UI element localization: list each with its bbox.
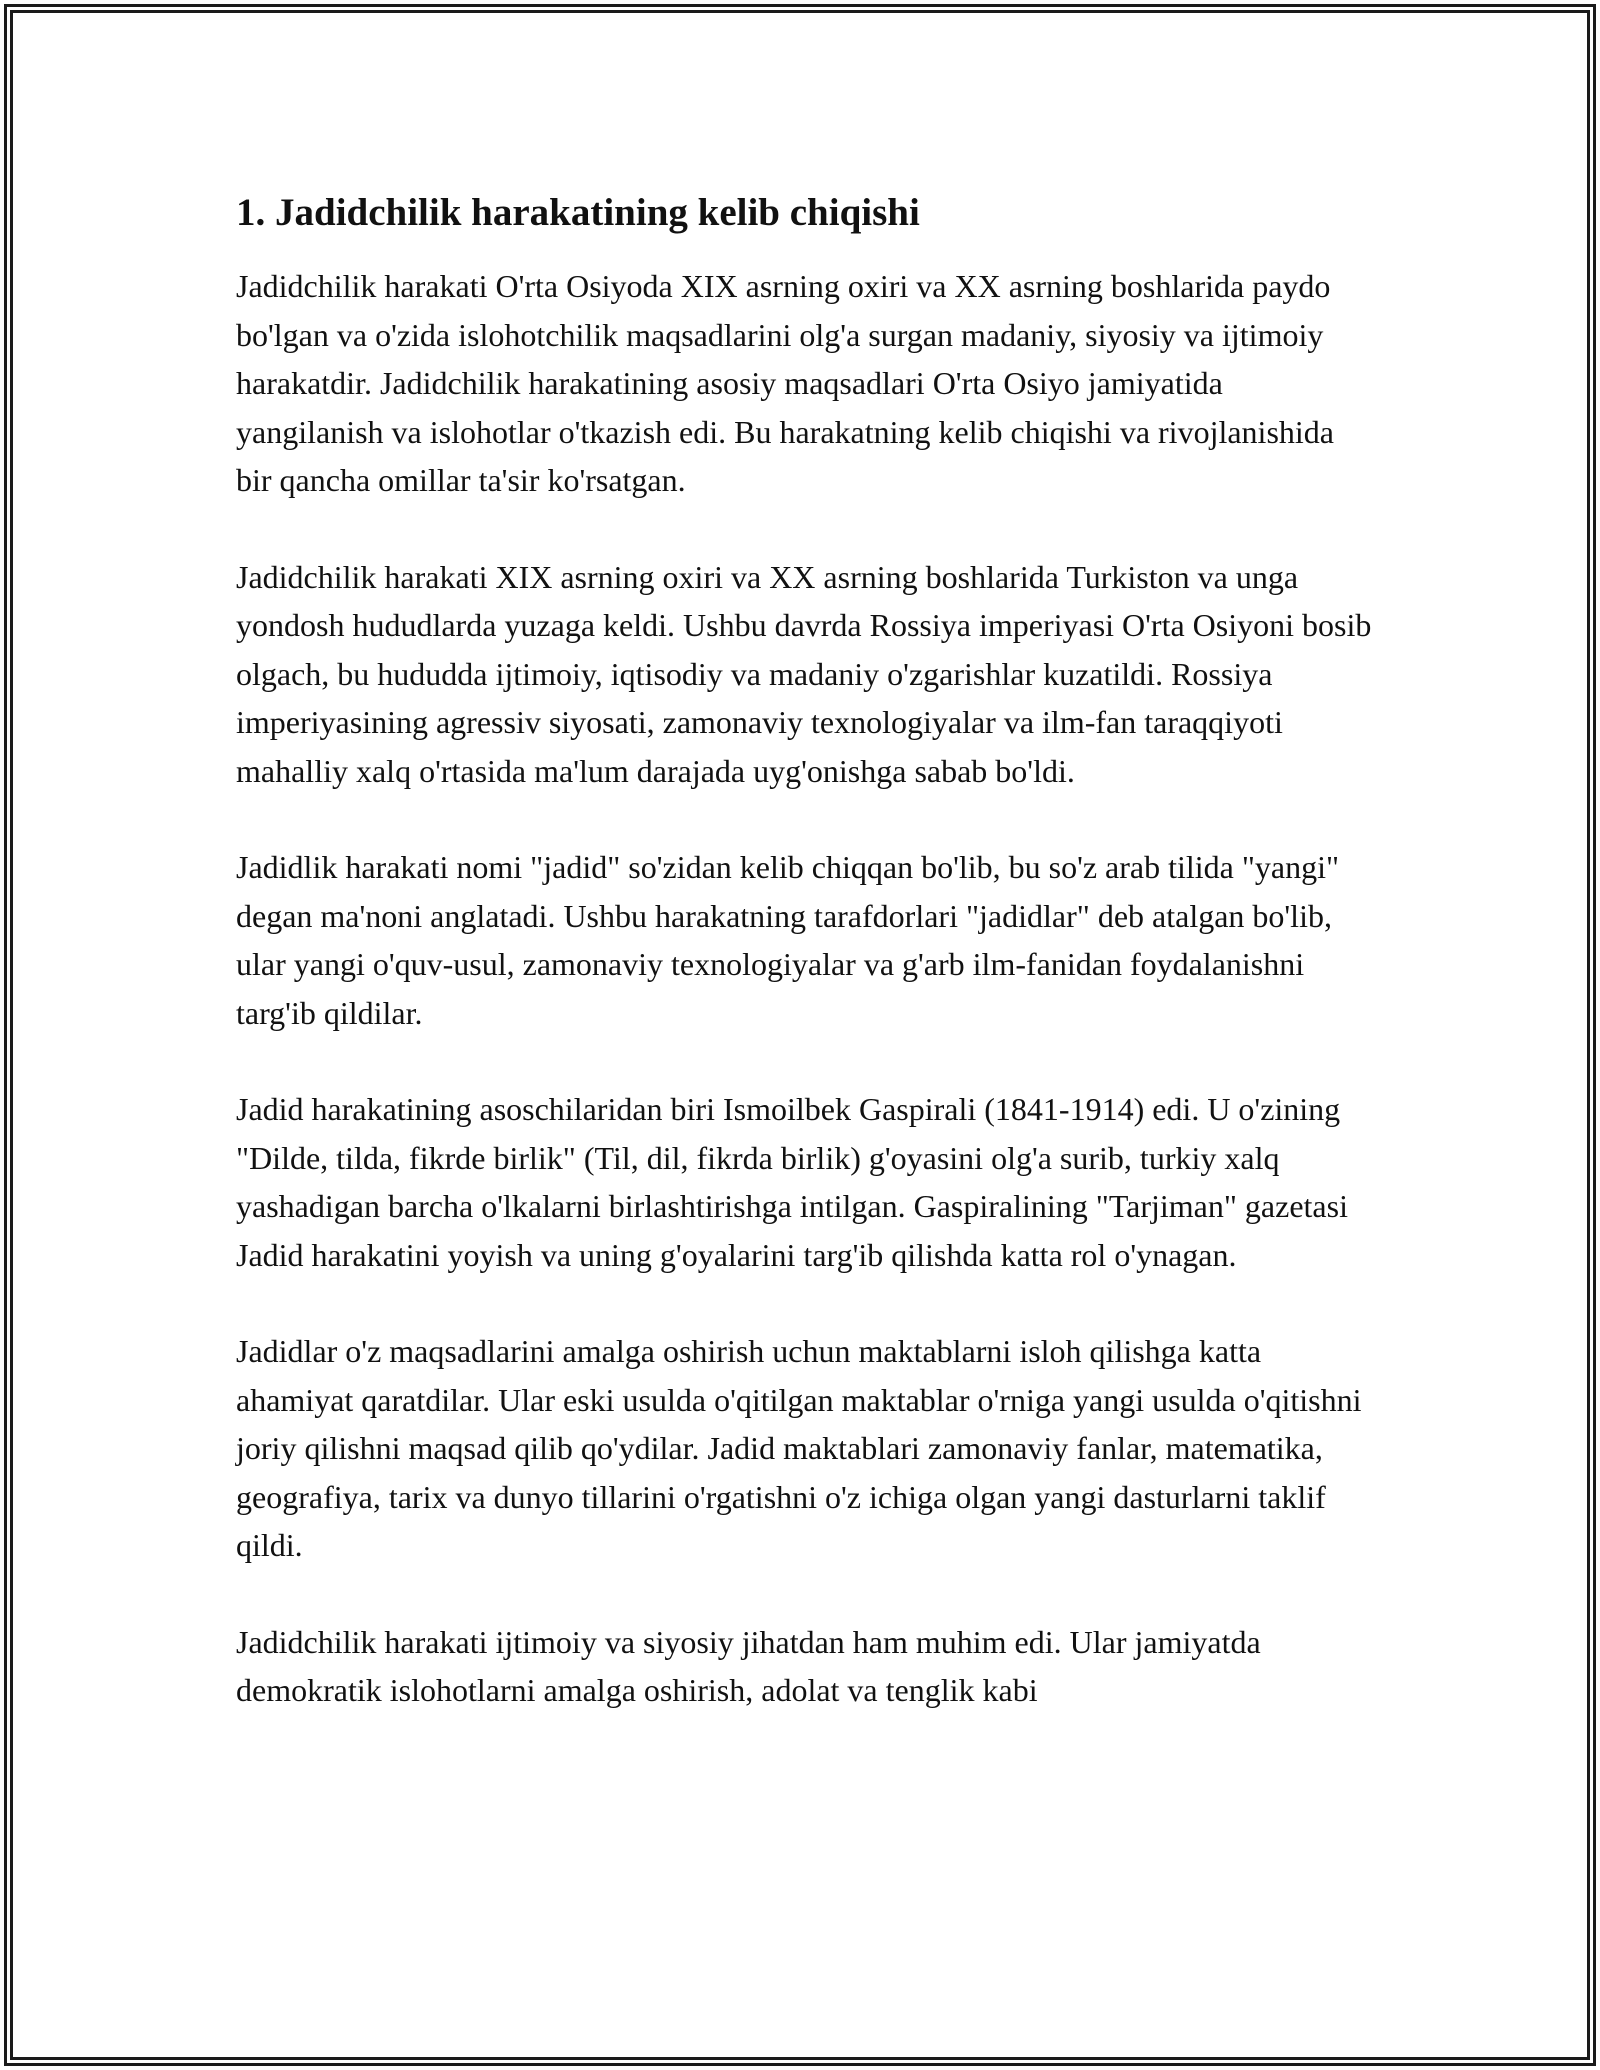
- paragraph-4: Jadid harakatining asoschilaridan biri Ismoilbek Gaspirali (1841-1914) edi. U o'zining "Dilde, tilda, fikrde birlik" (Til, dil, fikrda birlik) g'oyasini olg'a surib, turkiy xalq yashadigan barcha o'lkalarni birlashtirishga intilgan. Gaspiralining "Tarjiman" gazetasi Jadid harakatini yoyish va uning g'oyalarini targ'ib qilishda katta rol o'ynagan.: [236, 1091, 1348, 1273]
- section-heading: 1. Jadidchilik harakatining kelib chiqishi: [236, 191, 920, 234]
- paragraph-3: Jadidlik harakati nomi "jadid" so'zidan kelib chiqqan bo'lib, bu so'z arab tilida "yangi" degan ma'noni anglatadi. Ushbu harakatning tarafdorlari "jadidlar" deb atalgan bo'lib, ular yangi o'quv-usul, zamonaviy texnologiyalar va g'arb ilm-fanidan foydalanishni targ'ib qildilar.: [236, 849, 1340, 1031]
- paragraph-2: Jadidchilik harakati XIX asrning oxiri va XX asrning boshlarida Turkiston va unga yondosh hududlarda yuzaga keldi. Ushbu davrda Rossiya imperiyasi O'rta Osiyoni bosib olgach, bu hududda ijtimoiy, iqtisodiy va madaniy o'zgarishlar kuzatildi. Rossiya imperiyasining agressiv siyosati, zamonaviy texnologiyalar va ilm-fan taraqqiyoti mahalliy xalq o'rtasida ma'lum darajada uyg'onishga sabab bo'ldi.: [236, 558, 1372, 789]
- paragraph-6: Jadidchilik harakati ijtimoiy va siyosiy jihatdan ham muhim edi. Ular jamiyatda demokratik islohotlarni amalga oshirish, adolat va tenglik kabi: [236, 1623, 1261, 1708]
- document-body: [236, 184, 1376, 1763]
- paragraph-1: Jadidchilik harakati O'rta Osiyoda XIX asrning oxiri va XX asrning boshlarida paydo bo'lgan va o'zida islohotchilik maqsadlarini olg'a surgan madaniy, siyosiy va ijtimoiy harakatdir. Jadidchilik harakatining asosiy maqsadlari O'rta Osiyo jamiyatida yangilanish va islohotlar o'tkazish edi. Bu harakatning kelib chiqishi va rivojlanishida bir qancha omillar ta'sir ko'rsatgan.: [236, 268, 1334, 498]
- paragraph-5: Jadidlar o'z maqsadlarini amalga oshirish uchun maktablarni isloh qilishga katta ahamiyat qaratdilar. Ular eski usulda o'qitilgan maktablar o'rniga yangi usulda o'qitishni joriy qilishni maqsad qilib qo'ydilar. Jadid maktablari zamonaviy fanlar, matematika, geografiya, tarix va dunyo tillarini o'rgatishni o'z ichiga olgan yangi dasturlarni taklif qildi.: [236, 1333, 1362, 1563]
